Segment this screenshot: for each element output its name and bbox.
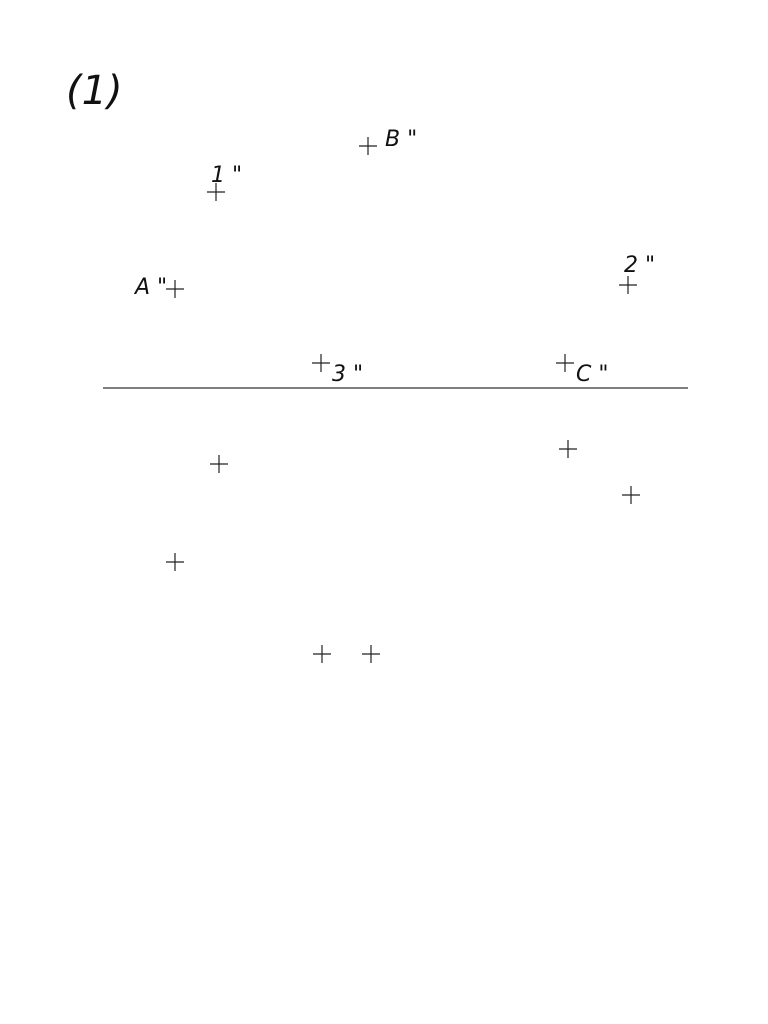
point-b-upper-marker <box>359 137 377 155</box>
label-2-upper: 2 " <box>624 253 656 278</box>
point-c-lower-marker <box>559 440 577 458</box>
label-3-upper: 3 " <box>332 362 364 387</box>
label-c-upper: C " <box>576 362 609 387</box>
label-1-upper: 1 " <box>211 163 243 188</box>
point-1-lower-marker <box>210 455 228 473</box>
point-3-upper-marker <box>312 354 330 372</box>
point-3-lower-marker <box>313 645 331 663</box>
point-c-upper-marker <box>556 354 574 372</box>
label-a-upper: A " <box>135 275 168 300</box>
point-2-upper-marker <box>619 276 637 294</box>
point-a-lower-marker <box>166 553 184 571</box>
problem-number: (1) <box>66 68 123 114</box>
point-b-lower-marker <box>362 645 380 663</box>
label-b-upper: B " <box>385 127 418 152</box>
point-a-upper-marker <box>166 280 184 298</box>
point-2-lower-marker <box>622 486 640 504</box>
